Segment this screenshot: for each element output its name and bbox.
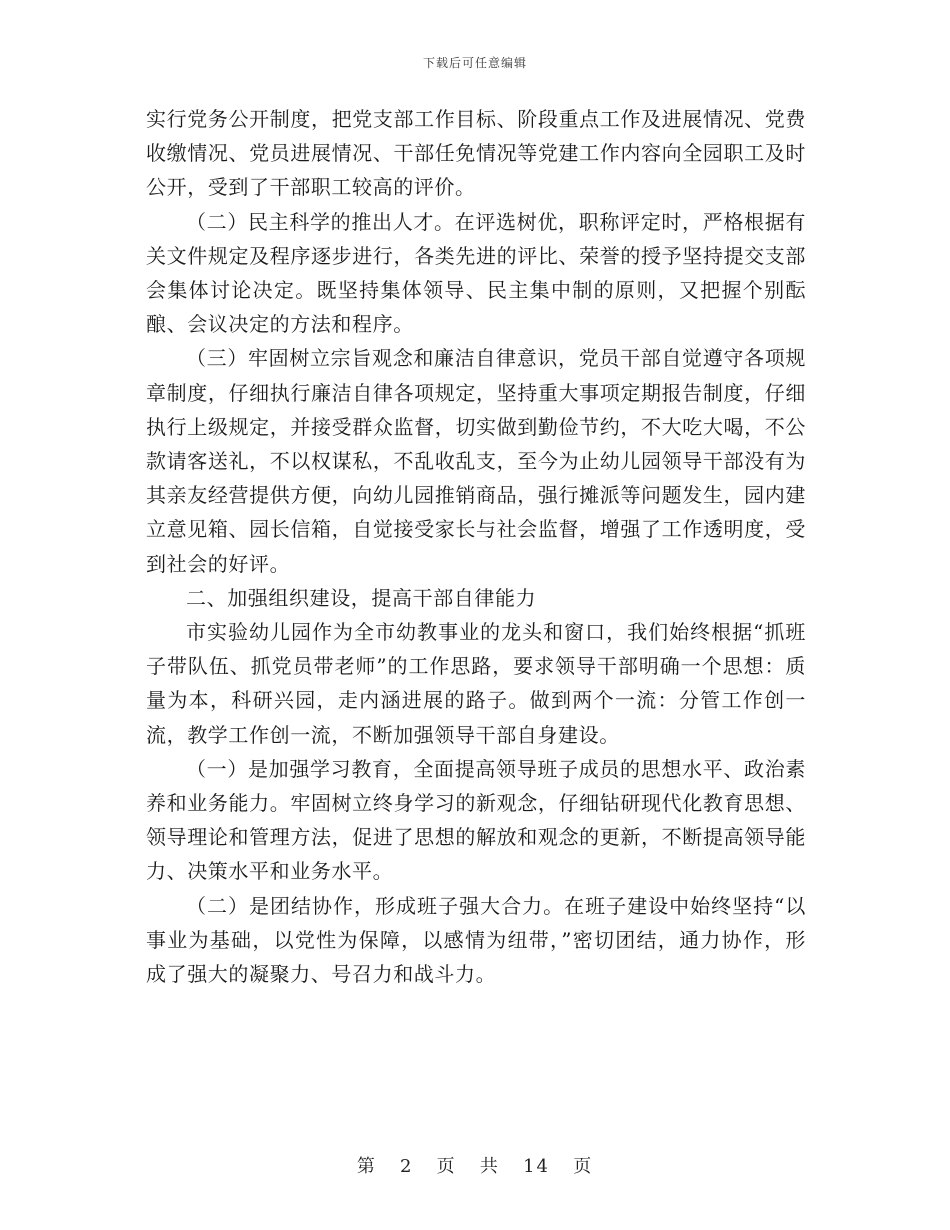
total-pages-number: 14	[523, 1156, 550, 1177]
section-heading: 二、加强组织建设，提高干部自律能力	[186, 585, 537, 610]
paragraph: （一）是加强学习教育，全面提高领导班子成员的思想水平、政治素养和业务能力。牢固树立终身学习的新观念，仔细钻研现代化教育思想、领导理论和管理方法，促进了思想的解放和观念的更新，不断提高领导能力、决策水平和业务水平。	[146, 756, 806, 884]
footer-label-di: 第	[356, 1156, 377, 1177]
paragraph: 市实验幼儿园作为全市幼教事业的龙头和窗口，我们始终根据“抓班子带队伍、抓党员带老师”的工作思路，要求领导干部明确一个思想：质量为本，科研兴园，走内涵进展的路子。做到两个一流：分管工作创一流，教学工作创一流，不断加强领导干部自身建设。	[146, 620, 806, 747]
paragraph: （三）牢固树立宗旨观念和廉洁自律意识，党员干部自觉遵守各项规章制度，仔细执行廉洁自律各项规定，坚持重大事项定期报告制度，仔细执行上级规定，并接受群众监督，切实做到勤俭节约，不大吃大喝，不公款请客送礼，不以权谋私，不乱收乱支，至今为止幼儿园领导干部没有为其亲友经营提供方便，向幼儿园推销商品，强行摊派等问题发生，园内建立意见箱、园长信箱，自觉接受家长与社会监督，增强了工作透明度，受到社会的好评。	[146, 346, 806, 576]
paragraph: （二）民主科学的推出人才。在评选树优，职称评定时，严格根据有关文件规定及程序逐步进行，各类先进的评比、荣誉的授予坚持提交支部会集体讨论决定。既坚持集体领导、民主集中制的原则，又把握个别酝酿、会议决定的方法和程序。	[146, 209, 806, 337]
header-note: 下载后可任意编辑	[422, 56, 527, 70]
paragraph: 实行党务公开制度，把党支部工作目标、阶段重点工作及进展情况、党费收缴情况、党员进展情况、干部任免情况等党建工作内容向全园职工及时公开，受到了干部职工较高的评价。	[146, 107, 806, 200]
footer-label-ye: 页	[436, 1156, 457, 1177]
footer-label-gong: 共	[479, 1156, 500, 1177]
document-body	[146, 102, 806, 991]
page-footer	[0, 1152, 950, 1178]
footer-label-ye2: 页	[573, 1156, 594, 1177]
paragraph: （二）是团结协作，形成班子强大合力。在班子建设中始终坚持“以事业为基础，以党性为保障，以感情为纽带，”密切团结，通力协作，形成了强大的凝聚力、号召力和战斗力。	[146, 893, 806, 987]
current-page-number: 2	[400, 1156, 414, 1177]
